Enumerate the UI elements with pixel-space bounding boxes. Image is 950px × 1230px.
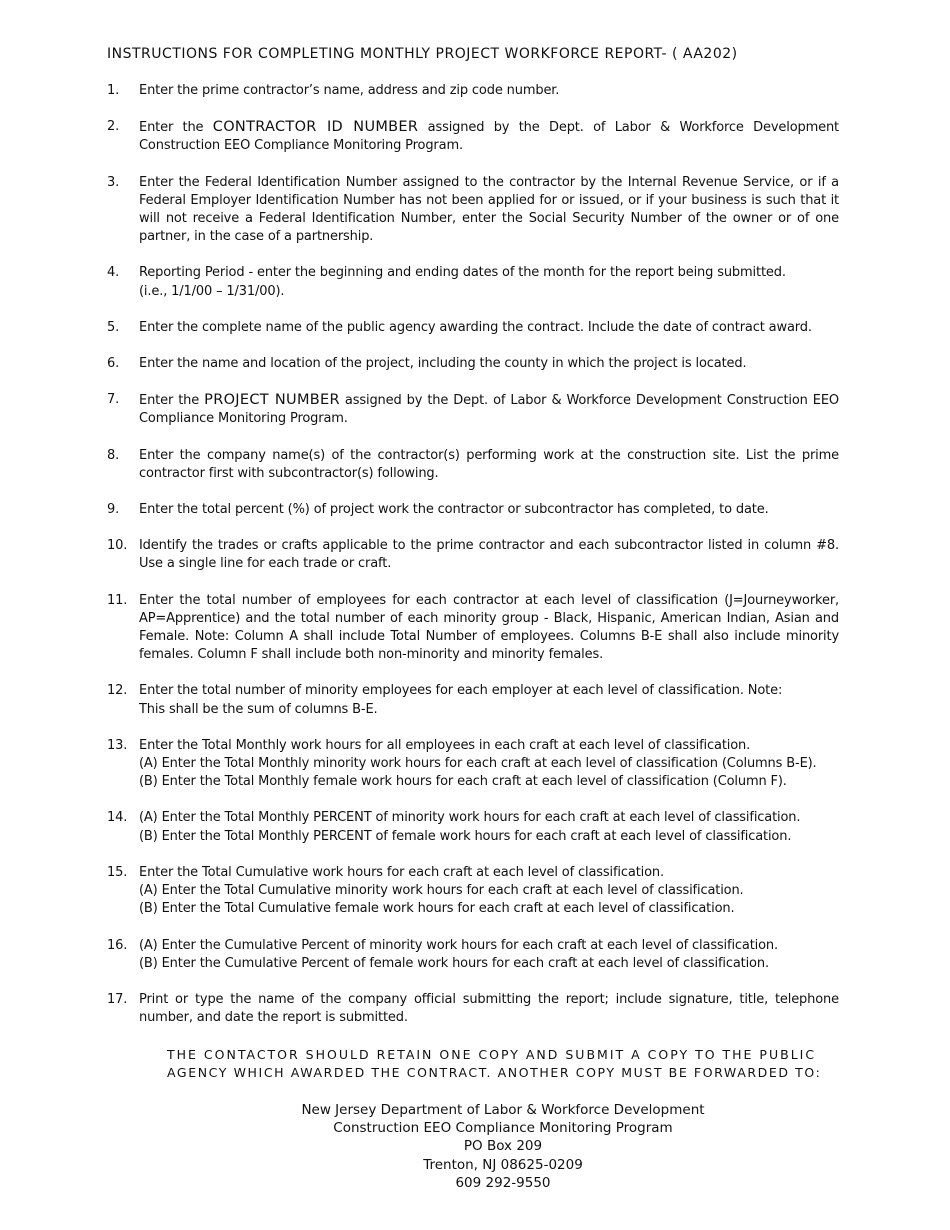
item-text: Enter the prime contractor’s name, address and zip code number. bbox=[139, 83, 560, 98]
item-text-post: assigned by the Dept. of Labor & Workforce Development Construction EEO Compliance Monitoring Program. bbox=[139, 393, 840, 427]
item-line: (B) Enter the Total Monthly PERCENT of female work hours for each craft at each level of classification. bbox=[139, 828, 792, 844]
item-number: 13. bbox=[107, 737, 128, 753]
mailing-address bbox=[0, 1101, 950, 1192]
item-line: (A) Enter the Total Cumulative minority work hours for each craft at each level of classification. bbox=[139, 883, 744, 899]
address-phone: 609 292-9550 bbox=[455, 1174, 551, 1191]
item-text: Print or type the name of the company official submitting the report; include signature, title, telephone number, and date the report is submitted. bbox=[139, 991, 839, 1026]
item-line: This shall be the sum of columns B-E. bbox=[139, 701, 378, 717]
page-title: INSTRUCTIONS FOR COMPLETING MONTHLY PROJECT WORKFORCE REPORT- ( AA202) bbox=[107, 46, 738, 62]
instruction-item-15 bbox=[107, 864, 839, 919]
item-number: 17. bbox=[107, 991, 128, 1007]
item-text: Enter the Federal Identification Number assigned to the contractor by the Internal Revenue Service, or if a Federal Employer Identification Number has not been applied for or issued, or if your business is such that it will not receive a Federal Identification Number, enter the Social Security Number of the owner or of one partner, in the case of a partnership. bbox=[139, 174, 839, 245]
item-line: (B) Enter the Total Monthly female work hours for each craft at each level of classification (Column F). bbox=[139, 774, 787, 790]
instruction-item-9 bbox=[107, 501, 839, 519]
item-number: 2. bbox=[107, 119, 120, 135]
item-text-pre: Enter the bbox=[139, 393, 200, 409]
item-text-post: assigned by the Dept. of Labor & Workforce Development Construction EEO Compliance Monitoring Program. bbox=[139, 120, 839, 154]
item-text: Enter the company name(s) of the contractor(s) performing work at the construction site. List the prime contractor first with subcontractor(s) following. bbox=[139, 447, 839, 481]
item-number: 7. bbox=[107, 392, 120, 408]
instruction-list bbox=[107, 82, 839, 1045]
item-line: Enter the Total Cumulative work hours for each craft at each level of classification. bbox=[139, 864, 664, 880]
item-line: (B) Enter the Total Cumulative female work hours for each craft at each level of classification. bbox=[139, 901, 735, 917]
item-number: 14. bbox=[107, 810, 128, 826]
item-number: 10. bbox=[107, 538, 128, 554]
instruction-item-6 bbox=[107, 355, 839, 373]
project-number-label: PROJECT NUMBER bbox=[204, 392, 340, 409]
contractor-id-label: CONTRACTOR ID NUMBER bbox=[212, 119, 419, 136]
instruction-item-3 bbox=[107, 174, 839, 247]
item-number: 15. bbox=[107, 864, 128, 880]
instruction-item-1 bbox=[107, 82, 839, 100]
address-department: New Jersey Department of Labor & Workforce Development bbox=[301, 1102, 705, 1118]
notice-line-1: THE CONTACTOR SHOULD RETAIN ONE COPY AND SUBMIT A COPY TO THE PUBLIC bbox=[167, 1047, 817, 1062]
item-number: 9. bbox=[107, 502, 120, 518]
instruction-item-7 bbox=[107, 391, 839, 428]
item-line: Reporting Period - enter the beginning and ending dates of the month for the report being submitted. bbox=[139, 265, 786, 281]
item-line: Enter the Total Monthly work hours for all employees in each craft at each level of classification. bbox=[139, 737, 751, 753]
item-line: (B) Enter the Cumulative Percent of female work hours for each craft at each level of classification. bbox=[139, 955, 769, 971]
instruction-item-13 bbox=[107, 737, 839, 792]
item-line: (A) Enter the Total Monthly minority work hours for each craft at each level of classification (Columns B-E). bbox=[139, 756, 817, 772]
instruction-item-17 bbox=[107, 991, 839, 1027]
item-text: Enter the total number of employees for each contractor at each level of classification (J=Journeyworker, AP=Apprentice) and the total number of each minority group - Black, Hispanic, American Indian, Asian and Female. Note: Column A shall include Total Number of employees. Columns B-E shall also include minority females. Column F shall include both non-minority and minority females. bbox=[139, 592, 839, 663]
address-city: Trenton, NJ 08625-0209 bbox=[423, 1156, 583, 1173]
item-text: Identify the trades or crafts applicable to the prime contractor and each subcontractor listed in column #8. Use a single line for each trade or craft. bbox=[139, 538, 839, 572]
item-line: (A) Enter the Cumulative Percent of minority work hours for each craft at each level of classification. bbox=[139, 937, 779, 953]
item-text: Enter the total percent (%) of project work the contractor or subcontractor has completed, to date. bbox=[139, 502, 769, 518]
address-po-box: PO Box 209 bbox=[463, 1138, 543, 1155]
item-text: Enter the name and location of the project, including the county in which the project is located. bbox=[139, 356, 747, 372]
notice-line-2: AGENCY WHICH AWARDED THE CONTRACT. ANOTHER COPY MUST BE FORWARDED TO: bbox=[167, 1065, 822, 1081]
instruction-item-14 bbox=[107, 809, 839, 845]
item-line: (i.e., 1/1/00 – 1/31/00). bbox=[139, 283, 285, 299]
instruction-item-10 bbox=[107, 537, 839, 573]
instruction-item-4 bbox=[107, 264, 839, 300]
item-text-pre: Enter the bbox=[139, 120, 204, 136]
item-number: 5. bbox=[107, 319, 120, 335]
item-number: 16. bbox=[107, 937, 128, 953]
instruction-item-11 bbox=[107, 592, 839, 665]
instruction-item-16 bbox=[107, 937, 839, 973]
item-number: 6. bbox=[107, 356, 120, 372]
item-number: 3. bbox=[107, 174, 120, 190]
item-number: 11. bbox=[107, 592, 128, 608]
instruction-item-2 bbox=[107, 118, 839, 155]
address-program: Construction EEO Compliance Monitoring Program bbox=[333, 1120, 673, 1137]
item-line: Enter the total number of minority employees for each employer at each level of classification. Note: bbox=[139, 683, 783, 699]
item-number: 1. bbox=[107, 83, 120, 98]
item-number: 4. bbox=[107, 265, 120, 281]
item-number: 8. bbox=[107, 447, 120, 463]
item-number: 12. bbox=[107, 683, 128, 699]
instruction-item-12 bbox=[107, 682, 839, 718]
instruction-item-8 bbox=[107, 447, 839, 483]
instruction-item-5 bbox=[107, 319, 839, 337]
item-line: (A) Enter the Total Monthly PERCENT of minority work hours for each craft at each level of classification. bbox=[139, 810, 801, 826]
item-text: Enter the complete name of the public agency awarding the contract. Include the date of contract award. bbox=[139, 319, 812, 335]
retention-notice bbox=[167, 1046, 839, 1082]
